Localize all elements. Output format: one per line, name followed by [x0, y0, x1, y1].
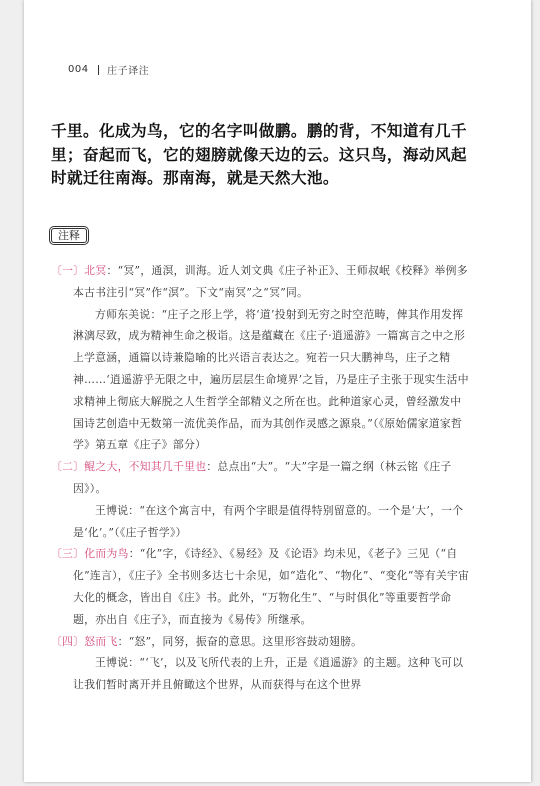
note-2-number: 〔二〕: [51, 460, 85, 474]
note-2-quote: 王博说：“在这个寓言中，有两个字眼是值得特别留意的。一个是‘大’，一个是‘化’。”（《庄子哲学》）: [73, 503, 464, 539]
note-3-number: 〔三〕: [51, 547, 85, 561]
note-1-quote: 方师东美说：“庄子之形上学，将‘道’投射到无穷之时空范畴，俾其作用发挥淋漓尽致，成为精神生命之极诣。这是蕴藏在《庄子·逍遥游》一篇寓言之中之形上学意涵，通篇以诗兼隐喻的比兴语言表达之。宛若一只大鹏神鸟，庄子之精神……‘逍遥游乎无限之中，遍历层层生命境界’之旨，乃是庄子主张于现实生活中求精神上彻底大解脱之人生哲学全部精义之所在也。此种道家心灵，曾经激发中国诗艺创造中无数第一流优美作品，而为其创作灵感之源泉。”（《原始儒家道家哲学》第五章《庄子》部分）: [73, 307, 469, 452]
note-4-number: 〔四〕: [51, 634, 85, 648]
note-3-text: ：“化”字，《诗经》、《易经》及《论语》均未见，《老子》三见（“自化”连言），《庄子》全书则多达七十余见，如“造化”、“物化”、“变化”等有关宇宙大化的概念，皆出自《庄》书。此外，“万物化生”、“与时俱化”等重要哲学命题，亦出自《庄子》，而直接为《易传》所继承。: [73, 547, 470, 626]
note-2-term: 鲲之大，不知其几千里也: [84, 460, 207, 474]
note-1: [51, 260, 471, 304]
notes-section: [51, 260, 471, 696]
note-3: [51, 543, 471, 630]
translation-paragraph: 千里。化成为鸟，它的名字叫做鹏。鹏的背，不知道有几千里；奋起而飞，它的翅膀就像天边的云。这只鸟，海动风起时就迁往南海。那南海，就是天然大池。: [51, 122, 467, 187]
note-4: [51, 631, 471, 653]
translation-text: [51, 120, 469, 191]
note-3-term: 化而为鸟: [84, 547, 129, 561]
note-1-term: 北冥: [84, 264, 107, 277]
note-1-number: 〔一〕: [51, 264, 85, 277]
header-divider: [98, 65, 100, 75]
note-2: [51, 456, 471, 500]
note-4-quote: 王博说：“‘飞’，以及飞所代表的上升，正是《逍遥游》的主题。这种飞可以让我们暂时离开并且俯瞰这个世界，从而获得与在这个世界: [73, 656, 464, 692]
running-header: [68, 62, 149, 77]
note-4-term: 怒而飞: [84, 634, 118, 648]
notes-heading: 注释: [51, 228, 87, 243]
note-4-text: ：“怒”，同努，振奋的意思。这里形容鼓动翅膀。: [117, 634, 363, 648]
note-1-text: ：“冥”，通溟，训海。近人刘文典《庄子补正》、王师叔岷《校释》举例多本古书注引“冥”作“溟”。下文“南冥”之“冥”同。: [73, 264, 468, 299]
book-title: 庄子译注: [107, 66, 150, 77]
note-2-text: ：总点出“大”。“大”字是一篇之纲（林云铭《庄子因》）。: [73, 460, 452, 495]
page-number: 004: [68, 64, 89, 75]
